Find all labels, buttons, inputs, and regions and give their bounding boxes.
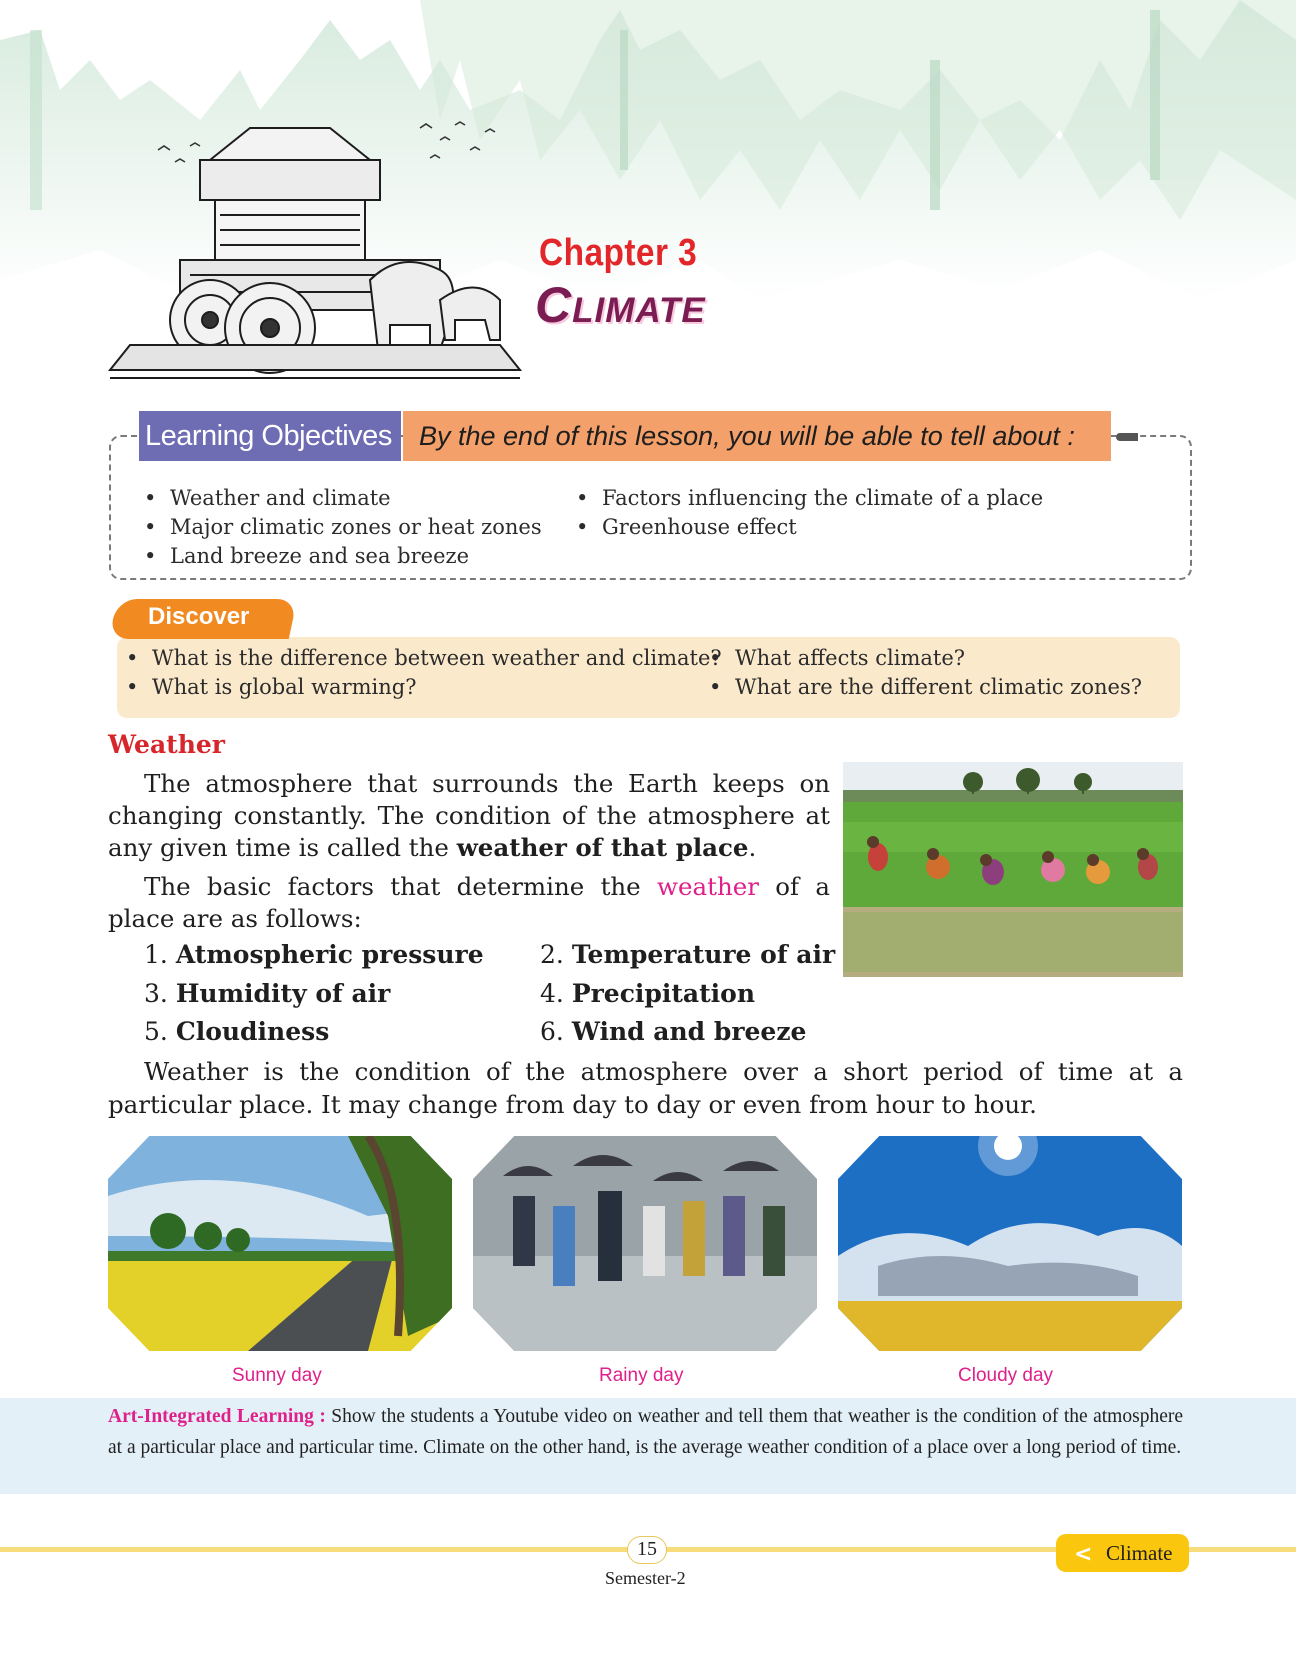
chapter-banner [0,0,1296,420]
factor-label: Humidity of air [175,979,391,1008]
bold-term: weather of that place [456,833,749,862]
rainy-day-photo [473,1136,817,1351]
factor-label: Atmospheric pressure [175,940,484,969]
chapter-title: Climate [535,277,706,333]
list-item: • What is the difference between weather and climate? [122,644,722,673]
factor-label: Precipitation [571,979,756,1008]
caption-rainy: Rainy day [599,1365,684,1386]
factor-number: 1. [144,940,168,969]
weather-paragraph-2 [108,871,830,935]
caption-cloudy: Cloudy day [958,1365,1054,1386]
factor-label: Temperature of air [571,940,836,969]
objectives-list-left [140,484,542,571]
paragraph-text: The atmosphere that surrounds the Earth keeps on changing constantly. The condition of the atmosphere at any given time is called the [108,769,830,862]
caption-sunny: Sunny day [232,1365,322,1386]
chapter-number: Chapter 3 [539,232,698,274]
weather-paragraph-3: Weather is the condition of the atmosphere over a short period of time at a particular place. It may change from day to day or even from hour to hour. [108,1057,1183,1119]
art-integrated-learning-label: Art-Integrated Learning : [108,1406,326,1427]
factor-label: Cloudiness [175,1017,330,1046]
sunny-day-photo [108,1136,452,1351]
art-integrated-learning-body: Show the students a Youtube video on weather and tell them that weather is the condition of the atmosphere at a particular place and particular time. Climate on the other hand, is the average weather condition of a place over a long period of time. [108,1406,1183,1458]
list-item: • What are the different climatic zones? [705,673,1142,702]
chevron-left-icon: < [1074,1542,1093,1567]
semester-label: Semester-2 [605,1568,686,1588]
paragraph-text: of a place are as follows: [108,872,830,933]
highlighted-term: weather [657,872,759,901]
chapter-tag: Climate [1056,1534,1189,1572]
factor-item [540,1017,806,1046]
list-item: • Land breeze and sea breeze [140,542,542,571]
paragraph-text: . [748,833,757,862]
factor-item [144,979,390,1008]
list-item: • Factors influencing the climate of a place [572,484,1043,513]
discover-questions-left [122,644,722,702]
factor-item [540,940,835,969]
discover-questions-right [705,644,1142,702]
learning-objectives-label: Learning Objectives [139,411,401,461]
factor-number: 5. [144,1017,168,1046]
factor-number: 4. [540,979,564,1008]
learning-objectives-lead: By the end of this lesson, you will be able to tell about : [403,411,1111,461]
factor-item [144,1017,329,1046]
list-item: • Major climatic zones or heat zones [140,513,542,542]
cloudy-day-photo [838,1136,1182,1351]
paragraph-text: The basic factors that determine the [144,872,658,901]
paddy-field-photo [843,762,1183,977]
weather-paragraph-1 [108,768,830,864]
factor-number: 2. [540,940,564,969]
objectives-list-right [572,484,1043,542]
art-integrated-learning-text [108,1401,1183,1463]
list-item: • What is global warming? [122,673,722,702]
section-heading-weather: Weather [108,730,225,759]
page-number: 15 [627,1536,667,1564]
list-item: • What affects climate? [705,644,1142,673]
pen-icon [1116,433,1138,441]
list-item: • Greenhouse effect [572,513,1043,542]
factor-number: 6. [540,1017,564,1046]
factor-label: Wind and breeze [571,1017,807,1046]
factor-item [540,979,755,1008]
factor-item [144,940,484,969]
banner-illustration [0,0,1296,420]
list-item: • Weather and climate [140,484,542,513]
discover-label: Discover [148,603,250,630]
factor-number: 3. [144,979,168,1008]
